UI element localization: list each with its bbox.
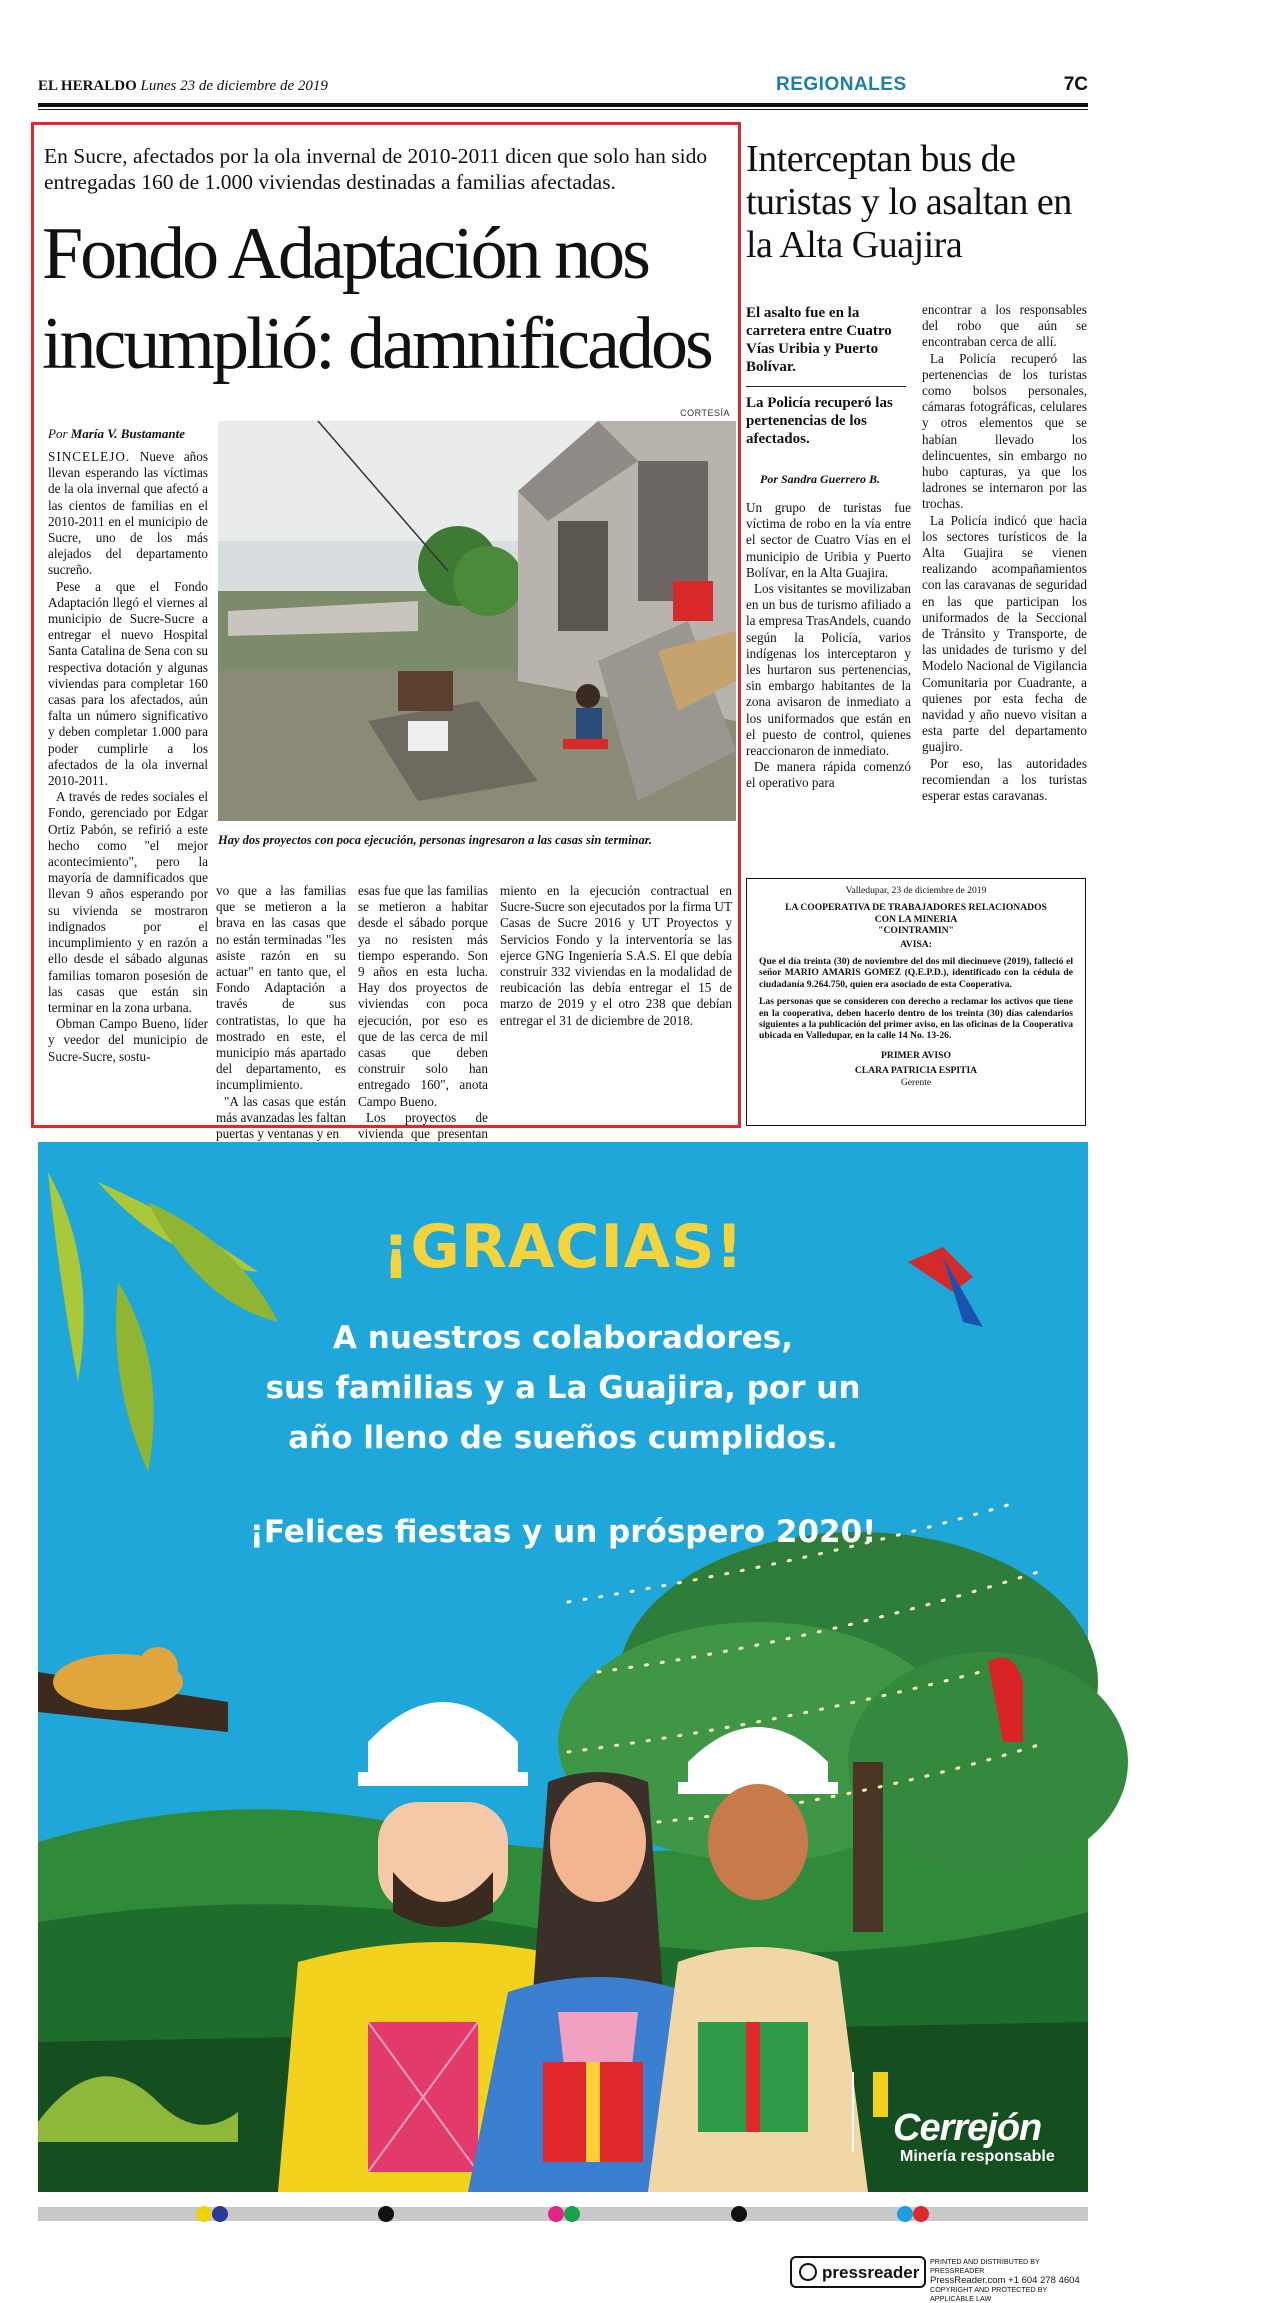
notice-body-2: Las personas que se consideren con derecho a reclamar los activos que tiene en la cooperativa, deben hacerlo dentro de los treinta (30) días calendarios siguientes a la publicación del primer aviso, en las oficinas de la Cooperativa ubicada en Valledupar, en la calle 14 No. 13-26. — [759, 996, 1073, 1042]
side-paragraph: Por eso, las autoridades recomiendan a los turistas esperar estas caravanas. — [922, 755, 1087, 804]
pressreader-line-3: COPYRIGHT AND PROTECTED BY APPLICABLE LAW — [930, 2285, 1048, 2303]
pressreader-info — [930, 2258, 1090, 2303]
header-rule-thick — [38, 103, 1088, 107]
registration-dot — [913, 2206, 929, 2222]
ad-illustration — [38, 1142, 1088, 2192]
cerrejon-tagline: Minería responsable — [900, 2148, 1055, 2165]
registration-dot — [212, 2206, 228, 2222]
notice-signer-role: Gerente — [900, 1076, 932, 1088]
pressreader-logo-text: pressreader — [822, 2263, 920, 2282]
side-byline — [760, 472, 880, 487]
main-column-4 — [500, 883, 732, 1029]
byline-author: María V. Bustamante — [70, 426, 186, 441]
ad-line-4: ¡Felices fiestas y un próspero 2020! — [249, 1514, 877, 1550]
registration-dot — [897, 2206, 913, 2222]
headline-line-1: Fondo Adaptación nos — [42, 213, 648, 295]
dateline: SINCELEJO. — [48, 449, 131, 464]
cerrejon-advertisement — [38, 1142, 1088, 2192]
byline-author: Sandra Guerrero B. — [781, 472, 881, 486]
pressreader-logo — [790, 2256, 926, 2288]
notice-title-1: LA COOPERATIVA DE TRABAJADORES RELACIONADOS — [785, 902, 1047, 914]
side-paragraph: Los visitantes se movilizaban en un bus de turismo afiliado a la empresa TrasAndels, cuando según la Policía, varios indígenas los interceptaron y les hurtaron sus pertenencias, sin embargo habitantes de la zona avisaron de inmediato a los uniformados que están en el puesto de control, quienes reaccionaron de inmediato. — [746, 581, 911, 759]
ad-title: ¡GRACIAS! — [382, 1212, 744, 1282]
notice-body-1: Que el día treinta (30) de noviembre del dos mil diecinueve (2019), falleció el señor MARIO AMARIS GOMEZ (Q.E.P.D.), identificado con la cédula de ciudadanía 9.264.750, quien era asociado de esta Cooperativa. — [759, 956, 1073, 990]
main-column-2 — [216, 883, 346, 1142]
ad-line-2: sus familias y a La Guajira, por un — [265, 1370, 861, 1406]
byline-prefix: Por — [48, 426, 68, 441]
housing-photo-illustration — [218, 421, 736, 821]
main-story-highlight — [31, 122, 741, 1142]
notice-place-date: Valledupar, 23 de diciembre de 2019 — [845, 885, 987, 896]
main-paragraph: vo que a las familias que se metieron a la brava en las casas que no están terminadas "les asiste razón en su actuar" en tanto que, el Fondo Adaptación a través de sus contratistas, lo que ha mostrado en este, el municipio más apartado del departamento, es incumplimiento. — [216, 883, 346, 1093]
headline-line-2: incumplió: damnificados — [42, 303, 711, 385]
main-story-kicker: En Sucre, afectados por la ola invernal de 2010-2011 dicen que solo han sido entregadas 160 de 1.000 viviendas destinadas a familias afectadas. — [44, 144, 708, 194]
registration-dot — [564, 2206, 580, 2222]
photo-credit: CORTESÍA — [680, 408, 730, 418]
main-paragraph: esas fue que las familias se metieron a habitar desde el sábado porque ya no resisten más tiempo esperando. Son 9 años en esta lucha. Hay dos proyectos de viviendas con poca ejecución, por eso es que de las cerca de mil casas que deben construir solo han entregado 160", anota Campo Bueno. — [358, 883, 488, 1109]
subhead-divider — [746, 386, 906, 387]
pressreader-icon — [799, 2263, 817, 2281]
main-paragraph: A través de redes sociales el Fondo, gerenciado por Edgar Ortiz Pabón, se refirió a este hecho como "el mejor acontecimiento", pero la mayoría de damnificados que llevan 9 años esperando por su vivienda se mostraron indignados por el incumplimiento y en razón a ello desde el sábado algunas familias tomaron posesión de las casas que están sin terminar en la zona urbana. — [48, 789, 208, 1015]
main-paragraph — [48, 449, 208, 579]
masthead — [38, 74, 1088, 104]
byline-prefix: Por — [760, 472, 778, 486]
ad-line-3: año lleno de sueños cumplidos. — [288, 1420, 838, 1456]
ad-line-1: A nuestros colaboradores, — [333, 1320, 793, 1356]
side-story-headline: Interceptan bus de turistas y lo asaltan en la Alta Guajira — [746, 138, 1072, 266]
pressreader-line-2: PressReader.com +1 604 278 4604 — [930, 2275, 1080, 2287]
notice-avisa: AVISA: — [900, 938, 932, 950]
cerrejon-logo: Cerrejón — [893, 2107, 1042, 2149]
photo-caption: Hay dos proyectos con poca ejecución, personas ingresaron a las casas sin terminar. — [218, 833, 653, 847]
notice-title-2: CON LA MINERIA — [874, 913, 958, 925]
side-paragraph: encontrar a los responsables del robo que aún se encontraban cerca de allí. — [922, 302, 1087, 350]
side-column-a — [746, 500, 911, 792]
main-paragraph: miento en la ejecución contractual en Sucre-Sucre son ejecutados por la firma UT Casas de Sucre 2016 y UT Proyectos y Servicios Fondo y la interventoría se las ejerce GNG Ingeniería S.A.S. El que debía construir 332 viviendas en la modalidad de reubicación las debía entregar el 15 de marzo de 2019 y el otro 238 que debían entregar el 31 de diciembre de 2018. — [500, 883, 732, 1028]
main-paragraph: Los proyectos de vivienda que presentan — [358, 1109, 488, 1142]
legal-notice — [746, 878, 1086, 1126]
main-byline — [48, 426, 185, 442]
main-story-headline — [42, 209, 742, 389]
section-name: REGIONALES — [776, 74, 907, 95]
notice-signer: CLARA PATRICIA ESPITIA — [854, 1065, 978, 1077]
side-paragraph: De manera rápida comenzó el operativo para — [746, 759, 911, 791]
main-paragraph: Pese a que el Fondo Adaptación llegó el viernes al municipio de Sucre-Sucre a entregar el nuevo Hospital Santa Catalina de Sena con su respectiva dotación y algunas viviendas para completar 160 casas para los afectados, aún falta un número significativo y deben completar 1.000 para poder cumplirle a los afectados de la ola invernal 2010-2011. — [48, 578, 208, 789]
main-column-1a — [48, 449, 208, 1065]
header-rule-thin — [38, 109, 1088, 110]
side-paragraph: La Policía indicó que hacia los sectores turísticos de la Alta Guajira se vienen realizando acompañamientos con las caravanas de seguridad en las que participan los uniformados de la Seccional de Tránsito y Transporte, de las unidades de turismo y del Modelo Nacional de Vigilancia Comunitaria por Cuadrante, a quienes por esta fecha de navidad y año nuevo visitan a esta parte del departamento guajiro. — [922, 512, 1087, 755]
main-paragraph: "A las casas que están más avanzadas les faltan puertas y ventanas y en — [216, 1093, 346, 1142]
side-column-b — [922, 302, 1087, 804]
notice-first-aviso: PRIMER AVISO — [881, 1049, 951, 1061]
main-paragraph: Obman Campo Bueno, líder y veedor del municipio de Sucre-Sucre, sostu- — [48, 1016, 208, 1064]
paper-date-line — [38, 78, 328, 95]
paper-name: EL HERALDO — [38, 78, 137, 94]
page-number: 7C — [1063, 74, 1088, 95]
registration-dot — [731, 2206, 747, 2222]
main-column-3 — [358, 883, 488, 1158]
side-paragraph: Un grupo de turistas fue víctima de robo en la vía entre el sector de Cuatro Vías en el municipio de Uribia y Puerto Bolívar, en la Alta Guajira. — [746, 500, 911, 580]
notice-title-3: "COINTRAMIN" — [878, 925, 954, 937]
issue-date: Lunes 23 de diciembre de 2019 — [140, 78, 328, 94]
pressreader-line-1: PRINTED AND DISTRIBUTED BY PRESSREADER — [930, 2257, 1040, 2275]
side-paragraph: La Policía recuperó las pertenencias de los turistas como bolsos personales, cámaras fotográficas, celulares y otros elementos que se habían llevado los delincuentes, sin embargo no hubo capturas, ya que los ladrones se internaron por las trochas. — [922, 350, 1087, 512]
registration-dot — [548, 2206, 564, 2222]
news-photo — [218, 421, 736, 821]
registration-dot — [196, 2206, 212, 2222]
side-story-subhead-2: La Policía recuperó las pertenencias de los afectados. — [746, 395, 893, 447]
side-story-subhead-1: El asalto fue en la carretera entre Cuatro Vías Uribia y Puerto Bolívar. — [746, 305, 892, 375]
paragraph-text: Nueve años llevan esperando las víctimas de la ola invernal que afectó a las cientos de familias en el 2010-2011 en el municipio de Sucre, uno de los más alejados del departamento sucreño. — [48, 449, 209, 578]
registration-dot — [378, 2206, 394, 2222]
